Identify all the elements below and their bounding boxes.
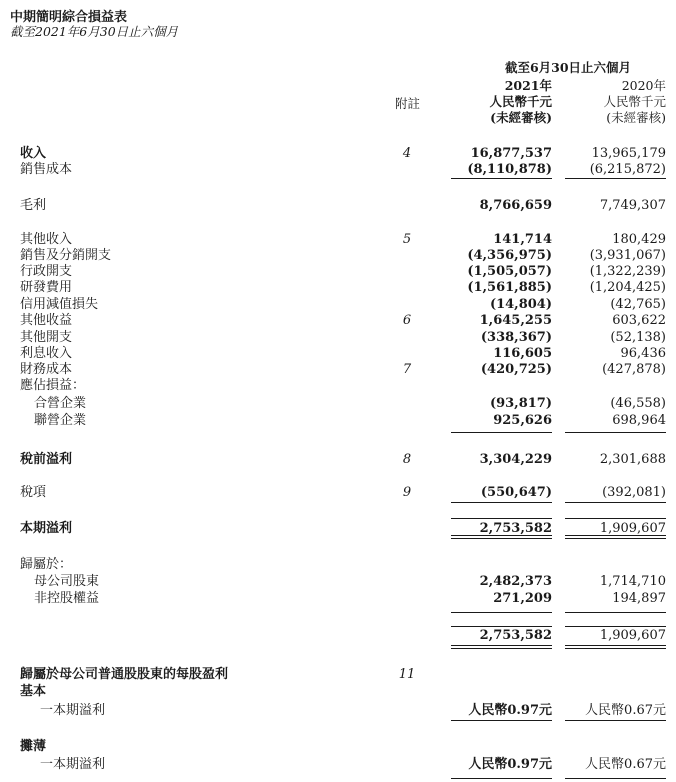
row-eps-header-note: 11	[398, 667, 416, 682]
underline-2021	[451, 502, 552, 503]
row-profit-before-tax-value-2020: 2,301,688	[599, 452, 666, 467]
row-eps-diluted-profit-value-2020: 人民幣0.67元	[585, 757, 666, 772]
underline-2020	[565, 178, 666, 179]
row-eps-basic-label: 基本	[20, 684, 47, 699]
row-other-gains-value-2021: 1,645,255	[479, 313, 552, 328]
row-joint-ventures-value-2020: (46,558)	[610, 396, 666, 411]
underline-2020	[565, 778, 666, 779]
row-profit-for-period-value-2020: 1,909,607	[599, 521, 666, 536]
row-tax-value-2021: (550,647)	[480, 485, 552, 500]
row-attributable-total-value-2021: 2,753,582	[479, 628, 552, 643]
row-admin-expenses-label: 行政開支	[20, 264, 73, 279]
double-underline-2021	[451, 645, 552, 646]
row-eps-diluted-label: 攤薄	[20, 739, 47, 754]
row-joint-ventures-value-2021: (93,817)	[489, 396, 552, 411]
overline-2020	[565, 518, 666, 519]
row-other-income-value-2020: 180,429	[612, 232, 666, 247]
row-rd-expenses-value-2020: (1,204,425)	[589, 280, 666, 295]
row-non-controlling-interests-value-2021: 271,209	[493, 591, 552, 606]
double-underline-2020	[565, 645, 666, 646]
row-interest-income-value-2020: 96,436	[620, 346, 666, 361]
row-gross-profit-value-2020: 7,749,307	[599, 198, 666, 213]
col-2020-audit: (未經審核)	[606, 110, 666, 125]
row-non-controlling-interests-label: 非控股權益	[34, 591, 100, 606]
row-revenue-label: 收入	[20, 146, 47, 161]
underline-2020	[565, 502, 666, 503]
row-profit-before-tax-value-2021: 3,304,229	[479, 452, 552, 467]
row-gross-profit-label: 毛利	[20, 198, 47, 213]
underline-2021	[451, 720, 552, 721]
underline-2021	[451, 778, 552, 779]
row-gross-profit-value-2021: 8,766,659	[479, 198, 552, 213]
row-profit-before-tax-label: 稅前溢利	[20, 452, 73, 467]
row-other-income-note: 5	[402, 232, 412, 247]
row-selling-distribution-expenses-label: 銷售及分銷開支	[20, 248, 112, 263]
row-non-controlling-interests-value-2020: 194,897	[612, 591, 666, 606]
col-2021-unit: 人民幣千元	[489, 94, 552, 109]
double-underline-2020	[565, 535, 666, 536]
row-other-expenses-value-2021: (338,367)	[480, 330, 552, 345]
col-2021-year: 2021年	[504, 78, 552, 93]
period-header: 截至6月30日止六個月	[504, 60, 632, 75]
row-cost-of-sales-label: 銷售成本	[20, 162, 73, 177]
double-underline-2021	[451, 535, 552, 536]
row-eps-diluted-profit-label: 一本期溢利	[40, 757, 106, 772]
row-associates-label: 聯營企業	[34, 413, 87, 428]
double-underline-2021	[451, 648, 552, 649]
row-revenue-note: 4	[402, 146, 412, 161]
row-parent-shareholders-label: 母公司股東	[34, 574, 100, 589]
row-rd-expenses-value-2021: (1,561,885)	[467, 280, 552, 295]
overline-2021	[451, 518, 552, 519]
row-other-expenses-value-2020: (52,138)	[610, 330, 666, 345]
row-finance-costs-value-2020: (427,878)	[602, 362, 666, 377]
col-2021-audit: (未經審核)	[490, 110, 552, 125]
row-rd-expenses-label: 研發費用	[20, 280, 73, 295]
row-eps-basic-profit-label: 一本期溢利	[40, 703, 106, 718]
row-revenue-value-2021: 16,877,537	[470, 146, 552, 161]
col-2020-year: 2020年	[621, 78, 666, 93]
row-attributable-to-label-label: 歸屬於：	[20, 557, 73, 572]
row-other-gains-label: 其他收益	[20, 313, 73, 328]
col-2020-unit: 人民幣千元	[603, 94, 666, 109]
row-other-income-value-2021: 141,714	[493, 232, 552, 247]
row-parent-shareholders-value-2021: 2,482,373	[479, 574, 552, 589]
overline-2021	[451, 626, 552, 627]
row-tax-value-2020: (392,081)	[602, 485, 666, 500]
row-revenue-value-2020: 13,965,179	[591, 146, 666, 161]
statement-subtitle: 截至2021年6月30日止六個月	[10, 24, 179, 39]
row-other-gains-value-2020: 603,622	[612, 313, 666, 328]
statement-title: 中期簡明綜合損益表	[10, 10, 128, 25]
row-eps-header-label: 歸屬於母公司普通股股東的每股盈利	[20, 667, 229, 682]
row-finance-costs-note: 7	[402, 362, 412, 377]
row-parent-shareholders-value-2020: 1,714,710	[599, 574, 666, 589]
row-profit-for-period-label: 本期溢利	[20, 521, 73, 536]
row-attributable-total-value-2020: 1,909,607	[599, 628, 666, 643]
row-credit-impairment-value-2020: (42,765)	[610, 297, 666, 312]
row-other-income-label: 其他收入	[20, 232, 73, 247]
row-interest-income-value-2021: 116,605	[493, 346, 552, 361]
row-eps-diluted-profit-value-2021: 人民幣0.97元	[468, 757, 552, 772]
row-tax-note: 9	[402, 485, 412, 500]
row-associates-value-2020: 698,964	[612, 413, 666, 428]
row-interest-income-label: 利息收入	[20, 346, 73, 361]
row-cost-of-sales-value-2020: (6,215,872)	[589, 162, 666, 177]
underline-2021	[451, 178, 552, 179]
row-profit-before-tax-note: 8	[402, 452, 412, 467]
row-admin-expenses-value-2021: (1,505,057)	[467, 264, 552, 279]
row-other-expenses-label: 其他開支	[20, 330, 73, 345]
note-column-header: 附註	[395, 96, 421, 111]
row-cost-of-sales-value-2021: (8,110,878)	[467, 162, 552, 177]
row-eps-basic-profit-value-2020: 人民幣0.67元	[585, 703, 666, 718]
overline-2020	[565, 626, 666, 627]
underline-2021	[451, 612, 552, 613]
underline-2020	[565, 612, 666, 613]
underline-2020	[565, 720, 666, 721]
row-joint-ventures-label: 合營企業	[34, 396, 87, 411]
double-underline-2020	[565, 648, 666, 649]
row-share-of-profits-label-label: 應佔損益：	[20, 378, 86, 393]
row-other-gains-note: 6	[402, 313, 412, 328]
row-finance-costs-value-2021: (420,725)	[480, 362, 552, 377]
row-tax-label: 稅項	[20, 485, 47, 500]
row-finance-costs-label: 財務成本	[20, 362, 73, 377]
row-associates-value-2021: 925,626	[493, 413, 552, 428]
underline-2021	[451, 432, 552, 433]
row-eps-basic-profit-value-2021: 人民幣0.97元	[468, 703, 552, 718]
double-underline-2021	[451, 538, 552, 539]
row-profit-for-period-value-2021: 2,753,582	[479, 521, 552, 536]
row-admin-expenses-value-2020: (1,322,239)	[589, 264, 666, 279]
row-credit-impairment-label: 信用減值損失	[20, 297, 99, 312]
row-selling-distribution-expenses-value-2021: (4,356,975)	[467, 248, 552, 263]
underline-2020	[565, 432, 666, 433]
double-underline-2020	[565, 538, 666, 539]
row-selling-distribution-expenses-value-2020: (3,931,067)	[589, 248, 666, 263]
row-credit-impairment-value-2021: (14,804)	[489, 297, 552, 312]
